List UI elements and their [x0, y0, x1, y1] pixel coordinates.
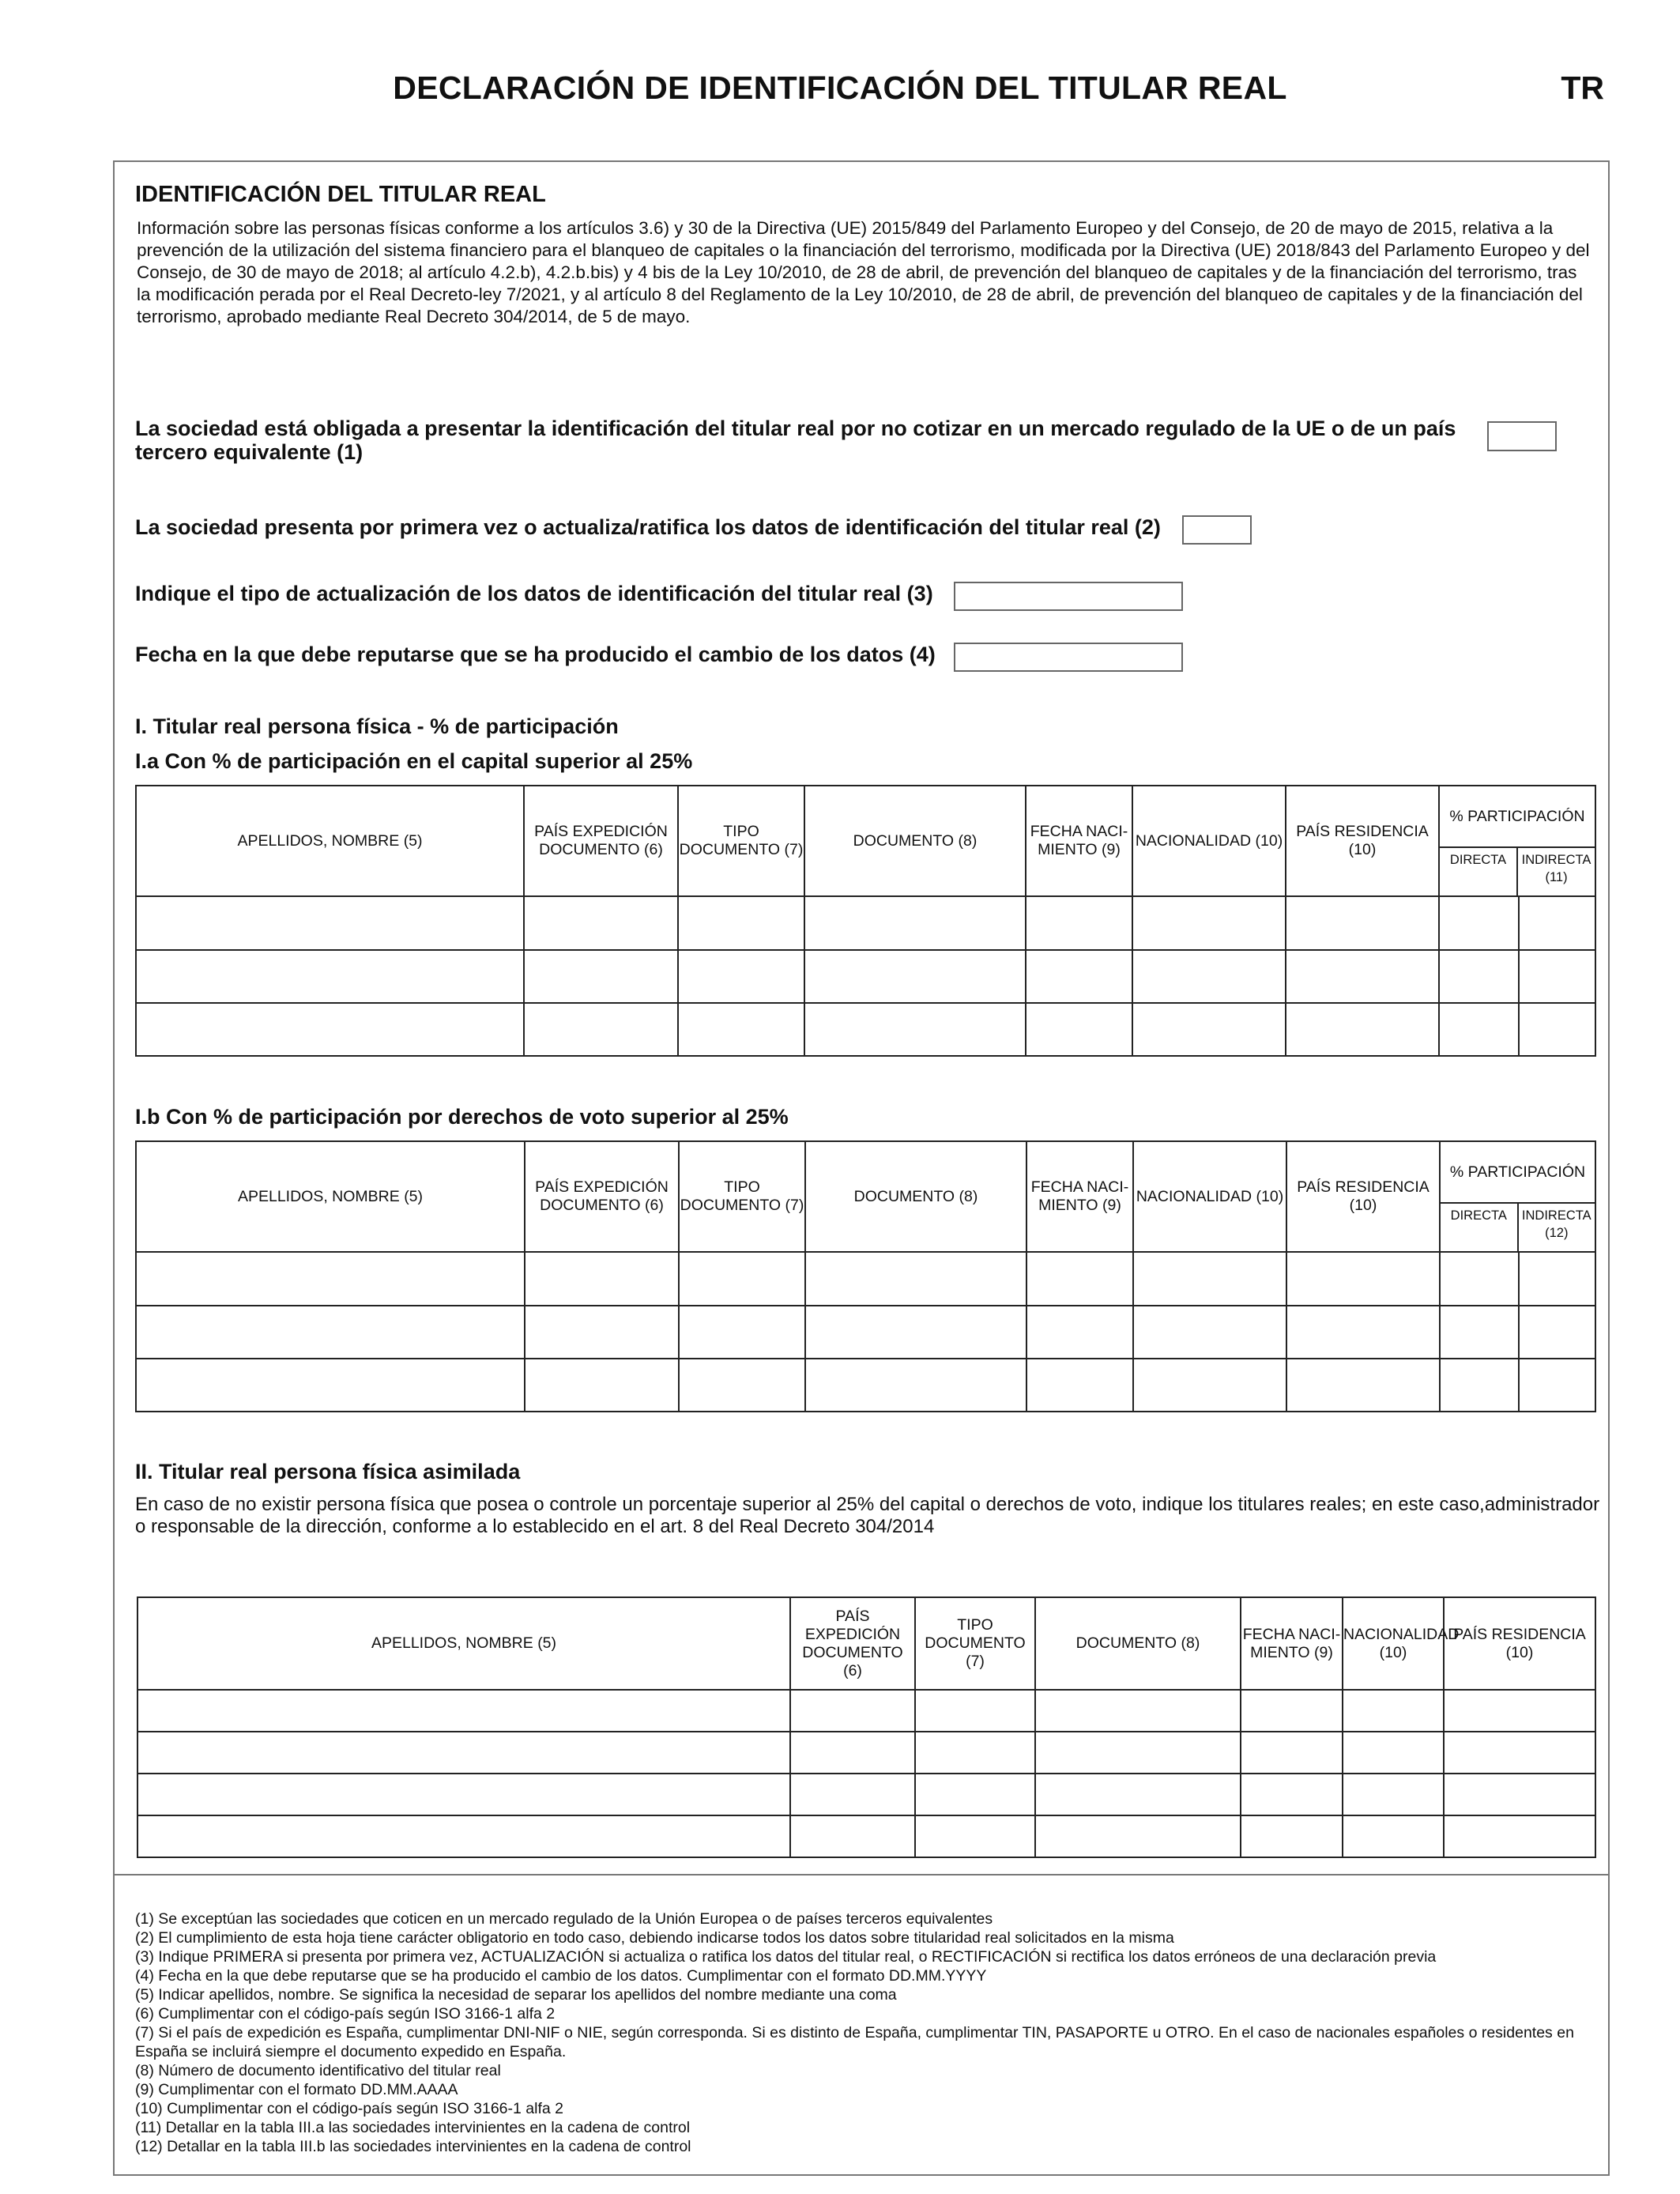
cell-input[interactable] — [1035, 1815, 1241, 1857]
col-header-pais-residencia: PAÍS RESIDENCIA (10) — [1444, 1597, 1595, 1690]
cell-input[interactable] — [1343, 1774, 1444, 1815]
table-row — [137, 1690, 1595, 1732]
col-header-nombre: APELLIDOS, NOMBRE (5) — [136, 786, 524, 896]
cell-input[interactable] — [1241, 1690, 1343, 1732]
col-header-nombre: APELLIDOS, NOMBRE (5) — [137, 1597, 790, 1690]
cell-input[interactable] — [1343, 1732, 1444, 1774]
cell-input[interactable] — [678, 950, 804, 1003]
footnote: (12) Detallar en la tabla III.b las sociedades intervinientes en la cadena de control — [135, 2138, 691, 2155]
footnote: (6) Cumplimentar con el código-país según ISO 3166-1 alfa 2 — [135, 2005, 556, 2022]
cell-input[interactable] — [1444, 1815, 1595, 1857]
col-header-fecha-nacimiento: FECHA NACI- MIENTO (9) — [1026, 786, 1132, 896]
cell-input[interactable] — [1026, 1252, 1133, 1306]
cell-input[interactable] — [524, 896, 678, 950]
cell-input[interactable] — [804, 1003, 1026, 1056]
table-row — [136, 896, 1595, 950]
col-header-participacion — [1439, 786, 1595, 896]
cell-input[interactable] — [1439, 950, 1519, 1003]
cell-input[interactable] — [1133, 1252, 1286, 1306]
table-1b — [135, 1140, 1596, 1412]
cell-input[interactable] — [678, 896, 804, 950]
cell-input[interactable] — [525, 1359, 679, 1412]
cell-input[interactable] — [1286, 1003, 1439, 1056]
table-row — [136, 1306, 1595, 1359]
cell-input[interactable] — [1035, 1732, 1241, 1774]
col-header-documento: DOCUMENTO (8) — [804, 786, 1026, 896]
cell-input[interactable] — [524, 1003, 678, 1056]
cell-input[interactable] — [1519, 950, 1595, 1003]
cell-input[interactable] — [805, 1252, 1026, 1306]
cell-input[interactable] — [915, 1815, 1035, 1857]
cell-input[interactable] — [524, 950, 678, 1003]
cell-input[interactable] — [136, 1252, 525, 1306]
col-header-documento: DOCUMENTO (8) — [805, 1141, 1026, 1252]
col-header-indirecta: INDIRECTA (11) — [1516, 848, 1595, 895]
question-3-label: Indique el tipo de actualización de los datos de identificación del titular real (3) — [135, 582, 933, 605]
col-header-nacionalidad: NACIONALIDAD (10) — [1132, 786, 1286, 896]
cell-input[interactable] — [1026, 1306, 1133, 1359]
cell-input[interactable] — [790, 1774, 915, 1815]
cell-input[interactable] — [1286, 896, 1439, 950]
part-2-heading: II. Titular real persona física asimilada — [135, 1460, 521, 1483]
col-header-tipo-documento: TIPO DOCUMENTO (7) — [678, 786, 804, 896]
col-header-nombre: APELLIDOS, NOMBRE (5) — [136, 1141, 525, 1252]
cell-input[interactable] — [1343, 1690, 1444, 1732]
cell-input[interactable] — [1286, 950, 1439, 1003]
table-row — [136, 950, 1595, 1003]
cell-input[interactable] — [1026, 950, 1132, 1003]
table-row — [137, 1815, 1595, 1857]
part-1-heading: I. Titular real persona física - % de participación — [135, 714, 619, 738]
cell-input[interactable] — [1241, 1815, 1343, 1857]
cell-input[interactable] — [1286, 1306, 1440, 1359]
cell-input[interactable] — [525, 1252, 679, 1306]
cell-input[interactable] — [1444, 1690, 1595, 1732]
table-row — [136, 1359, 1595, 1412]
col-header-nacionalidad: NACIONALIDAD (10) — [1133, 1141, 1286, 1252]
cell-input[interactable] — [136, 1003, 524, 1056]
cell-input[interactable] — [137, 1815, 790, 1857]
cell-input[interactable] — [1519, 1306, 1595, 1359]
cell-input[interactable] — [804, 950, 1026, 1003]
cell-input[interactable] — [1035, 1774, 1241, 1815]
col-header-directa: DIRECTA — [1450, 1208, 1507, 1223]
cell-input[interactable] — [136, 896, 524, 950]
footnote: (3) Indique PRIMERA si presenta por primera vez, ACTUALIZACIÓN si actualiza o ratifica los datos del titular real, o RECTIFICACIÓN si rectifica los datos erróneos de una declaración previa — [135, 1948, 1437, 1966]
table-row — [137, 1774, 1595, 1815]
table-row — [136, 1252, 1595, 1306]
cell-input[interactable] — [137, 1774, 790, 1815]
question-1-input[interactable] — [1487, 421, 1557, 451]
cell-input[interactable] — [679, 1306, 805, 1359]
cell-input[interactable] — [915, 1774, 1035, 1815]
col-header-pais-expedicion: PAÍS EXPEDICIÓN DOCUMENTO (6) — [525, 1141, 679, 1252]
part-2-description: En caso de no existir persona física que posea o controle un porcentaje superior al 25% del capital o derechos de voto, indique los titulares reales; en este caso,administrador o responsable de la dirección, conforme a lo establecido en el art. 8 del Real Decreto 304/2014 — [135, 1494, 1600, 1537]
footnotes — [135, 1909, 1605, 2156]
cell-input[interactable] — [679, 1359, 805, 1412]
part-1b-heading: I.b Con % de participación por derechos de voto superior al 25% — [135, 1105, 789, 1129]
cell-input[interactable] — [915, 1732, 1035, 1774]
cell-input[interactable] — [678, 1003, 804, 1056]
cell-input[interactable] — [804, 896, 1026, 950]
col-header-pais-residencia: PAÍS RESIDENCIA (10) — [1286, 786, 1439, 896]
cell-input[interactable] — [1133, 1359, 1286, 1412]
footnote: (9) Cumplimentar con el formato DD.MM.AAAA — [135, 2081, 458, 2098]
footnote: (5) Indicar apellidos, nombre. Se significa la necesidad de separar los apellidos del nombre mediante una coma — [135, 1986, 897, 2004]
intro-paragraph: Información sobre las personas físicas conforme a los artículos 3.6) y 30 de la Directiva (UE) 2015/849 del Parlamento Europeo y del Consejo, de 20 de mayo de 2015, relativa a la prevención de la utilización del sistema financiero para el blanqueo de capitales o la financiación del terrorismo, modificada por la Directiva (UE) 2018/843 del Parlamento Europeo y del Consejo, de 30 de mayo de 2018; al artículo 4.2.b), 4.2.b.bis) y 4 bis de la Ley 10/2010, de 28 de abril, de prevención del blanqueo de capitales y de la financiación del terrorismo, tras la modificación perada por el Real Decreto-ley 7/2021, y al artículo 8 del Reglamento de la Ley 10/2010, de 28 de abril, de prevención del blanqueo de capitales y de la financiación del terrorismo, aprobado mediante Real Decreto 304/2014, de 5 de mayo. — [137, 218, 1590, 326]
cell-input[interactable] — [1440, 1359, 1519, 1412]
cell-input[interactable] — [1519, 896, 1595, 950]
notes-divider — [113, 1874, 1610, 1875]
cell-input[interactable] — [679, 1252, 805, 1306]
question-2-input[interactable] — [1182, 515, 1252, 545]
col-header-participacion — [1440, 1141, 1595, 1252]
table-row — [137, 1732, 1595, 1774]
footnote: (1) Se exceptúan las sociedades que coticen en un mercado regulado de la Unión Europea o de países terceros equivalentes — [135, 1910, 993, 1928]
cell-input[interactable] — [1026, 1359, 1133, 1412]
col-header-tipo-documento: TIPO DOCUMENTO (7) — [915, 1597, 1035, 1690]
cell-input[interactable] — [1519, 1003, 1595, 1056]
cell-input[interactable] — [1439, 1003, 1519, 1056]
cell-input[interactable] — [1132, 950, 1286, 1003]
cell-input[interactable] — [137, 1690, 790, 1732]
form-title: DECLARACIÓN DE IDENTIFICACIÓN DEL TITULAR REAL — [393, 70, 1287, 106]
participacion-label: % PARTICIPACIÓN — [1449, 807, 1585, 825]
col-header-pais-expedicion: PAÍS EXPEDICIÓN DOCUMENTO (6) — [524, 786, 678, 896]
cell-input[interactable] — [137, 1732, 790, 1774]
section-heading: IDENTIFICACIÓN DEL TITULAR REAL — [135, 182, 546, 207]
col-header-fecha-nacimiento: FECHA NACI- MIENTO (9) — [1241, 1597, 1343, 1690]
cell-input[interactable] — [805, 1359, 1026, 1412]
footnote: (4) Fecha en la que debe reputarse que se ha producido el cambio de los datos. Cumplimentar con el formato DD.MM.YYYY — [135, 1967, 987, 1985]
col-header-pais-expedicion: PAÍS EXPEDICIÓN DOCUMENTO (6) — [790, 1597, 915, 1690]
col-header-pais-residencia: PAÍS RESIDENCIA (10) — [1286, 1141, 1440, 1252]
cell-input[interactable] — [1286, 1252, 1440, 1306]
cell-input[interactable] — [525, 1306, 679, 1359]
cell-input[interactable] — [1444, 1732, 1595, 1774]
cell-input[interactable] — [1035, 1690, 1241, 1732]
form-code: TR — [1561, 70, 1604, 106]
cell-input[interactable] — [1026, 1003, 1132, 1056]
cell-input[interactable] — [790, 1732, 915, 1774]
cell-input[interactable] — [136, 1306, 525, 1359]
col-header-indirecta: INDIRECTA (12) — [1517, 1204, 1595, 1251]
participacion-label: % PARTICIPACIÓN — [1449, 1163, 1586, 1181]
cell-input[interactable] — [1519, 1359, 1595, 1412]
cell-input[interactable] — [1241, 1732, 1343, 1774]
cell-input[interactable] — [1241, 1774, 1343, 1815]
table-1a — [135, 785, 1596, 1057]
col-header-directa: DIRECTA — [1449, 853, 1507, 867]
cell-input[interactable] — [1343, 1815, 1444, 1857]
footnote: (10) Cumplimentar con el código-país según ISO 3166-1 alfa 2 — [135, 2100, 563, 2117]
col-header-documento: DOCUMENTO (8) — [1035, 1597, 1241, 1690]
footnote: (11) Detallar en la tabla III.a las sociedades intervinientes en la cadena de control — [135, 2119, 691, 2136]
cell-input[interactable] — [136, 950, 524, 1003]
cell-input[interactable] — [790, 1690, 915, 1732]
table-2 — [137, 1596, 1596, 1858]
cell-input[interactable] — [805, 1306, 1026, 1359]
cell-input[interactable] — [1132, 1003, 1286, 1056]
question-1-label: La sociedad está obligada a presentar la identificación del titular real por no cotizar en un mercado regulado de la UE o de un país tercero equivalente (1) — [135, 417, 1456, 464]
cell-input[interactable] — [1440, 1306, 1519, 1359]
footnote: (8) Número de documento identificativo del titular real — [135, 2062, 501, 2079]
footnote: (7) Si el país de expedición es España, cumplimentar DNI-NIF o NIE, según corresponda. Si es distinto de España, cumplimentar TIN, PASAPORTE u OTRO. En el caso de nacionales españoles o residentes en España se incluirá siempre el documento expedido en España. — [135, 2024, 1574, 2060]
footnote: (2) El cumplimiento de esta hoja tiene carácter obligatorio en todo caso, debiendo indicarse todos los datos sobre titularidad real solicitados en la misma — [135, 1929, 1174, 1947]
cell-input[interactable] — [1132, 896, 1286, 950]
cell-input[interactable] — [1444, 1774, 1595, 1815]
question-4-input[interactable] — [954, 643, 1183, 672]
col-header-tipo-documento: TIPO DOCUMENTO (7) — [679, 1141, 805, 1252]
cell-input[interactable] — [1519, 1252, 1595, 1306]
cell-input[interactable] — [790, 1815, 915, 1857]
cell-input[interactable] — [1133, 1306, 1286, 1359]
question-2-label: La sociedad presenta por primera vez o actualiza/ratifica los datos de identificación del titular real (2) — [135, 515, 1161, 539]
part-1a-heading: I.a Con % de participación en el capital superior al 25% — [135, 749, 693, 773]
cell-input[interactable] — [1440, 1252, 1519, 1306]
cell-input[interactable] — [915, 1690, 1035, 1732]
table-row — [136, 1003, 1595, 1056]
cell-input[interactable] — [1286, 1359, 1440, 1412]
cell-input[interactable] — [1026, 896, 1132, 950]
col-header-nacionalidad: NACIONALIDAD (10) — [1343, 1597, 1444, 1690]
cell-input[interactable] — [136, 1359, 525, 1412]
question-4-label: Fecha en la que debe reputarse que se ha producido el cambio de los datos (4) — [135, 643, 936, 666]
question-3-input[interactable] — [954, 582, 1183, 611]
col-header-fecha-nacimiento: FECHA NACI- MIENTO (9) — [1026, 1141, 1133, 1252]
cell-input[interactable] — [1439, 896, 1519, 950]
